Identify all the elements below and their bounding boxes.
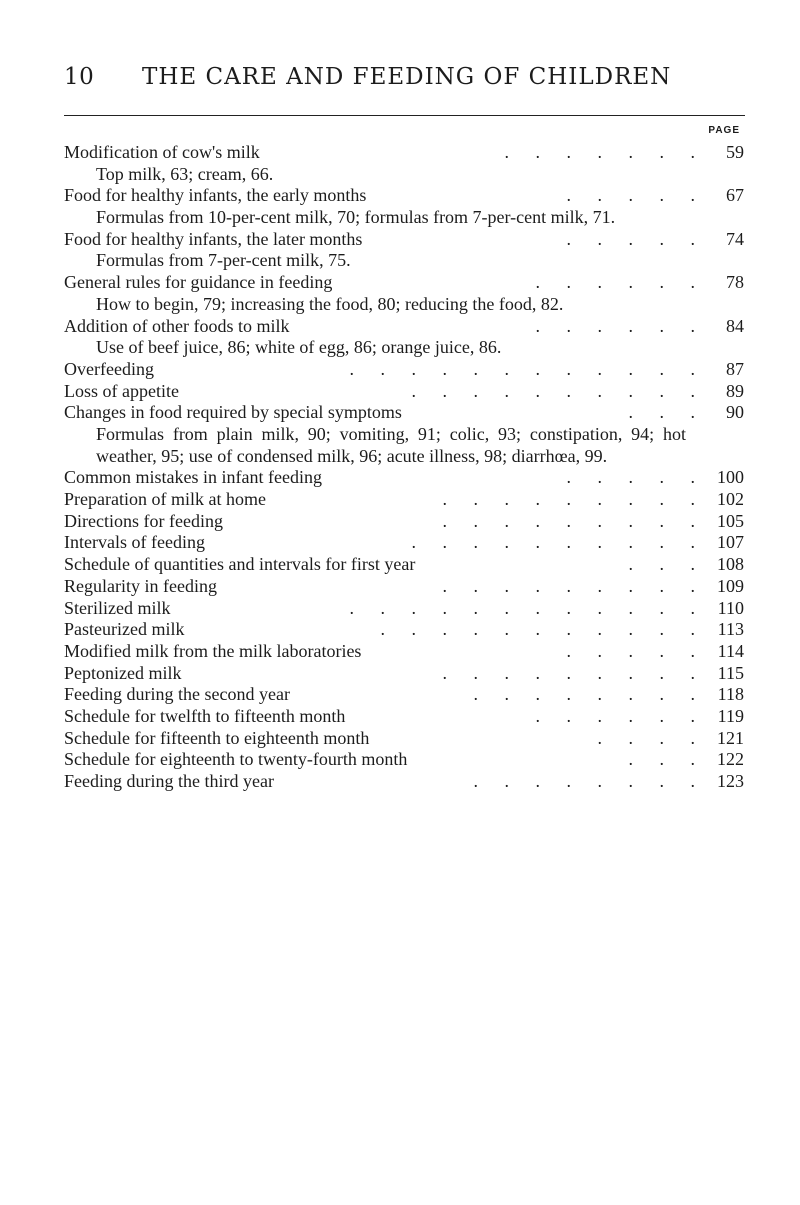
table-of-contents <box>64 142 744 793</box>
toc-entry-line <box>64 402 744 424</box>
dot-leader: . . . . . . . . . . <box>411 380 706 401</box>
toc-entry-line <box>64 554 744 576</box>
toc-entry-page: 78 <box>726 272 744 293</box>
toc-subentries: Use of beef juice, 86; white of egg, 86; orange juice, 86. <box>96 337 502 358</box>
toc-entry <box>64 598 744 620</box>
toc-entry-page: 123 <box>717 771 744 792</box>
toc-entry-title: Schedule of quantities and intervals for first year <box>64 554 416 575</box>
dot-leader: . . . . . . <box>535 272 706 293</box>
toc-entry <box>64 684 744 706</box>
dot-leader: . . . . . . . . . <box>442 510 706 531</box>
toc-entry-title: Food for healthy infants, the early months <box>64 185 367 206</box>
toc-entry <box>64 771 744 793</box>
toc-entry-page: 89 <box>726 380 744 401</box>
toc-entry-page: 67 <box>726 185 744 206</box>
toc-entry-page: 121 <box>717 727 744 748</box>
dot-leader: . . . <box>628 402 706 423</box>
toc-entry-title: Regularity in feeding <box>64 575 217 596</box>
toc-entry <box>64 706 744 728</box>
toc-entry-title: Modified milk from the milk laboratories <box>64 640 362 661</box>
toc-entry-line <box>64 749 744 771</box>
dot-leader: . . . . . <box>566 228 706 249</box>
toc-entry-line <box>64 489 744 511</box>
dot-leader: . . . . . . . . . . <box>411 532 706 553</box>
dot-leader: . . . . . . . . . . . <box>380 619 706 640</box>
toc-entry-page: 122 <box>717 749 744 770</box>
dot-leader: . . . . . . <box>535 705 706 726</box>
toc-entry <box>64 619 744 641</box>
toc-entry-line <box>64 142 744 164</box>
toc-entry-title: Loss of appetite <box>64 380 179 401</box>
toc-entry-page: 113 <box>717 619 744 640</box>
toc-entry-title: Common mistakes in infant feeding <box>64 467 322 488</box>
toc-entry-title: Schedule for twelfth to fifteenth month <box>64 705 346 726</box>
toc-entry-title: Food for healthy infants, the later months <box>64 228 363 249</box>
toc-entry-title: Directions for feeding <box>64 510 223 531</box>
toc-entry-line <box>64 706 744 728</box>
toc-entry-line <box>64 229 744 251</box>
toc-entry-line <box>64 467 744 489</box>
toc-entry <box>64 316 744 359</box>
toc-entry-title: Feeding during the third year <box>64 771 274 792</box>
toc-entry-line <box>64 185 744 207</box>
toc-subentries: Formulas from plain milk, 90; vomiting, 91; colic, 93; constipation, 94; hot weather, 95; use of condensed milk, 96; acute illness, 98; diarrhœa, 99. <box>96 424 686 466</box>
toc-entry-title: Addition of other foods to milk <box>64 315 290 336</box>
dot-leader: . . . <box>628 554 706 575</box>
toc-entry-line <box>64 641 744 663</box>
toc-entry-title: Overfeeding <box>64 358 154 379</box>
page-column-label: PAGE <box>708 125 740 136</box>
toc-entry-title: Modification of cow's milk <box>64 142 260 162</box>
dot-leader: . . . . . . . . . . . . <box>349 358 706 379</box>
dot-leader: . . . . . . . . . . . . <box>349 597 706 618</box>
toc-entry-line <box>64 771 744 793</box>
dot-leader: . . . . . <box>566 467 706 488</box>
toc-entry <box>64 142 744 185</box>
page-header <box>64 64 744 100</box>
toc-entry-page: 110 <box>717 597 744 618</box>
toc-entry <box>64 489 744 511</box>
toc-entry-line <box>64 619 744 641</box>
page-number: 10 <box>64 64 95 90</box>
toc-entry-title: Schedule for eighteenth to twenty-fourth month <box>64 749 408 770</box>
toc-entry-page: 107 <box>717 532 744 553</box>
toc-entry-page: 87 <box>726 358 744 379</box>
toc-entry-title: Schedule for fifteenth to eighteenth month <box>64 727 370 748</box>
toc-entry-page: 105 <box>717 510 744 531</box>
toc-entry <box>64 749 744 771</box>
toc-entry-page: 108 <box>717 554 744 575</box>
toc-entry-line <box>64 511 744 533</box>
toc-entry-line <box>64 728 744 750</box>
toc-subentries: How to begin, 79; increasing the food, 80; reducing the food, 82. <box>96 293 564 314</box>
toc-entry-page: 109 <box>717 575 744 596</box>
toc-entry-line <box>64 316 744 338</box>
toc-entry <box>64 728 744 750</box>
toc-entry-page: 74 <box>726 228 744 249</box>
toc-entry <box>64 641 744 663</box>
toc-entry-line <box>64 272 744 294</box>
toc-entry-line <box>64 663 744 685</box>
toc-entry-line <box>64 381 744 403</box>
dot-leader: . . . . . . . . . <box>442 575 706 596</box>
toc-entry-line <box>64 598 744 620</box>
dot-leader: . . . . . <box>566 640 706 661</box>
toc-entry-page: 102 <box>717 489 744 510</box>
toc-entry-title: Pasteurized milk <box>64 619 185 640</box>
toc-entry <box>64 467 744 489</box>
dot-leader: . . . . . <box>566 185 706 206</box>
toc-entry-page: 100 <box>717 467 744 488</box>
toc-subentries: Formulas from 10-per-cent milk, 70; formulas from 7-per-cent milk, 71. <box>96 207 616 228</box>
toc-entry <box>64 532 744 554</box>
toc-entry-page: 90 <box>726 402 744 423</box>
toc-entry-title: Changes in food required by special symptoms <box>64 402 402 423</box>
toc-entry-title: General rules for guidance in feeding <box>64 272 333 293</box>
toc-entry <box>64 576 744 598</box>
toc-entry <box>64 359 744 381</box>
dot-leader: . . . . . . <box>535 315 706 336</box>
toc-entry-title: Sterilized milk <box>64 597 171 618</box>
dot-leader: . . . . <box>597 727 706 748</box>
toc-entry <box>64 511 744 533</box>
running-title: THE CARE AND FEEDING OF CHILDREN <box>142 64 672 90</box>
toc-entry-title: Feeding during the second year <box>64 684 290 705</box>
toc-entry-line <box>64 576 744 598</box>
toc-entry-page: 119 <box>717 705 744 726</box>
toc-entry-line <box>64 532 744 554</box>
toc-entry <box>64 272 744 315</box>
toc-subentries: Formulas from 7-per-cent milk, 75. <box>96 250 351 271</box>
toc-entry-page: 115 <box>717 662 744 683</box>
dot-leader: . . . <box>628 749 706 770</box>
toc-entry <box>64 229 744 272</box>
toc-entry <box>64 663 744 685</box>
header-rule <box>64 115 745 116</box>
dot-leader: . . . . . . . . . <box>442 489 706 510</box>
toc-entry-title: Intervals of feeding <box>64 532 205 553</box>
toc-entry <box>64 185 744 228</box>
toc-entry-page: 59 <box>726 142 744 162</box>
toc-subentries: Top milk, 63; cream, 66. <box>96 163 274 184</box>
toc-entry-page: 118 <box>717 684 744 705</box>
toc-entry-title: Preparation of milk at home <box>64 489 266 510</box>
toc-entry-page: 114 <box>717 640 744 661</box>
dot-leader: . . . . . . . . <box>473 771 706 792</box>
dot-leader: . . . . . . . <box>504 142 706 162</box>
toc-entry-page: 84 <box>726 315 744 336</box>
dot-leader: . . . . . . . . . <box>442 662 706 683</box>
toc-entry-title: Peptonized milk <box>64 662 182 683</box>
dot-leader: . . . . . . . . <box>473 684 706 705</box>
toc-entry <box>64 554 744 576</box>
toc-entry-line <box>64 684 744 706</box>
toc-entry <box>64 402 744 467</box>
toc-entry-line <box>64 359 744 381</box>
toc-entry <box>64 381 744 403</box>
